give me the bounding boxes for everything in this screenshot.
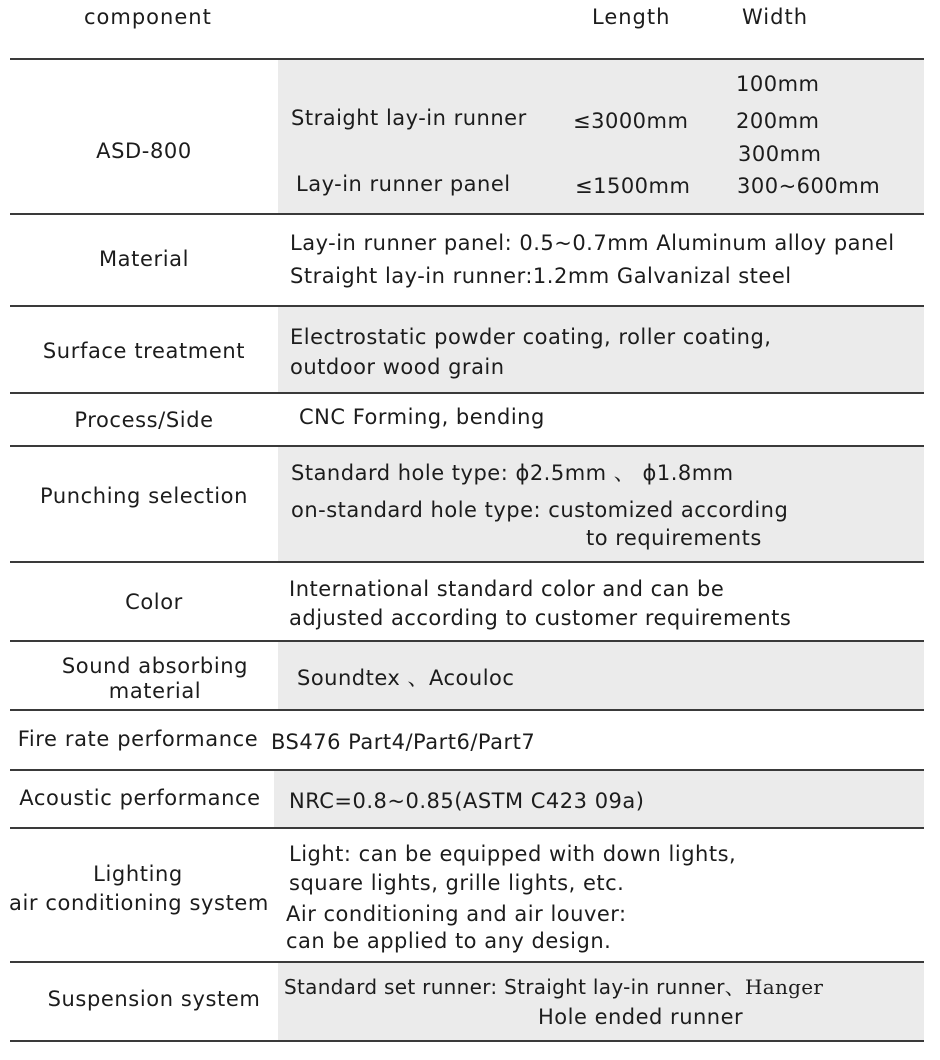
row-label: Lighting — [93, 862, 183, 886]
item-length: ≤1500mm — [575, 174, 691, 198]
value-line: square lights, grille lights, etc. — [289, 871, 625, 895]
row-label: Fire rate performance — [17, 727, 259, 751]
value-line: CNC Forming, bending — [299, 405, 545, 429]
row-label: material — [108, 679, 202, 703]
value-line: can be applied to any design. — [286, 929, 612, 953]
row-divider — [10, 213, 924, 215]
value-line: Standard hole type: ϕ2.5mm 、 ϕ1.8mm — [291, 461, 734, 485]
header-width: Width — [742, 5, 809, 29]
row-label: Surface treatment — [42, 339, 246, 363]
item-name: Straight lay-in runner — [291, 106, 527, 130]
row-label: Color — [125, 590, 183, 614]
value-line: outdoor wood grain — [290, 355, 505, 379]
row-divider — [10, 827, 924, 829]
table-header — [0, 0, 940, 60]
row-label: Material — [98, 247, 190, 271]
value-text-serif: Hanger — [745, 975, 824, 999]
value-line: adjusted according to customer requirements — [289, 606, 792, 630]
value-line: Straight lay-in runner:1.2mm Galvanizal steel — [290, 264, 792, 288]
row-divider — [10, 392, 924, 394]
header-component: component — [84, 5, 212, 29]
value-line: International standard color and can be — [289, 577, 725, 601]
row-divider — [10, 561, 924, 563]
row-label: Process/Side — [74, 408, 214, 432]
value-line: Electrostatic powder coating, roller coating, — [290, 325, 772, 349]
value-line: Light: can be equipped with down lights, — [289, 842, 737, 866]
value-line — [284, 975, 823, 1000]
row-label: ASD-800 — [96, 139, 192, 163]
item-width: 300~600mm — [737, 174, 881, 198]
value-line: Air conditioning and air louver: — [286, 902, 627, 926]
value-text: Standard set runner: Straight lay-in runner、 — [284, 975, 746, 999]
value-line: Hole ended runner — [538, 1005, 744, 1029]
value-line: on-standard hole type: customized according — [291, 498, 789, 522]
row-divider — [10, 709, 924, 711]
row-divider — [10, 1040, 924, 1042]
item-name: Lay-in runner panel — [296, 172, 511, 196]
value-line: BS476 Part4/Part6/Part7 — [271, 730, 536, 754]
value-line: Soundtex 、Acouloc — [297, 666, 515, 690]
item-width: 100mm — [736, 72, 820, 96]
row-label: Punching selection — [39, 484, 249, 508]
row-label: Suspension system — [47, 987, 261, 1011]
value-line: NRC=0.8~0.85(ASTM C423 09a) — [289, 789, 645, 813]
row-label: air conditioning system — [9, 891, 269, 915]
row-label: Sound absorbing — [61, 654, 249, 678]
item-width: 300mm — [738, 142, 822, 166]
value-line: Lay-in runner panel: 0.5~0.7mm Aluminum alloy panel — [290, 231, 895, 255]
row-label: Acoustic performance — [19, 786, 261, 810]
item-length: ≤3000mm — [573, 109, 689, 133]
item-width: 200mm — [736, 109, 820, 133]
header-length: Length — [592, 5, 671, 29]
value-line: to requirements — [586, 526, 762, 550]
